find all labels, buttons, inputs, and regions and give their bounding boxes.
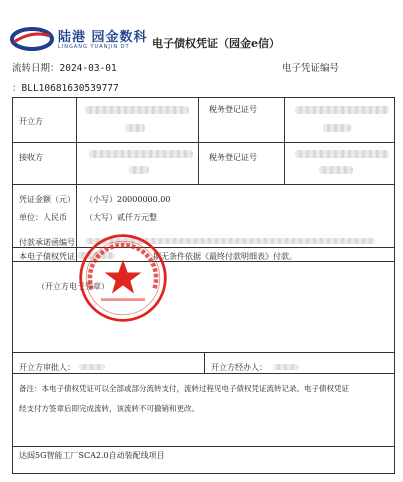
remark-line-1: 备注：本电子债权凭证可以全部或部分流转支付，流转过程见电子债权凭证流转记录。电子债权凭证: [19, 384, 349, 393]
logo-subtext: LINGANG YUANJIN DT: [58, 44, 130, 50]
tax-reg-redacted-1: [295, 106, 389, 114]
receiver-name-redacted: [129, 166, 149, 174]
company-seal: [77, 232, 169, 324]
amount-big: （大写）贰仟万元整: [85, 213, 157, 222]
approver-redacted: [79, 364, 105, 370]
tax-reg-redacted-1: [323, 124, 351, 132]
issuer-handler-label: 开立方经办人：: [211, 363, 267, 372]
issuer-approver-label: 开立方审批人：: [19, 363, 75, 372]
receiver-label: 接收方: [19, 153, 43, 162]
row-divider: [13, 184, 394, 185]
tax-reg-redacted-2: [319, 166, 353, 174]
tax-reg-label-2: 税务登记证号: [209, 153, 257, 162]
col-divider: [198, 98, 199, 184]
company-logo: [10, 26, 54, 52]
amount-small: （小写）20000000.00: [85, 195, 171, 204]
flow-date: 流转日期：2024-03-01: [12, 63, 117, 74]
row-divider: [13, 446, 394, 447]
document-title: 电子债权凭证（园金e信）: [152, 37, 280, 50]
project-name: 达闼5G智能工厂SCA2.0自动装配线项目: [19, 451, 165, 460]
promise-text: 本电子债权凭证: [19, 252, 75, 261]
row-divider: [13, 142, 394, 143]
handler-redacted: [273, 364, 299, 370]
col-divider: [284, 98, 285, 184]
voucher-number: ：BLL10681630539777: [12, 83, 119, 94]
col-divider: [76, 98, 77, 184]
issuer-name-redacted: [85, 106, 189, 114]
issuer-label: 开立方: [19, 117, 43, 126]
tax-reg-redacted-2: [295, 150, 389, 158]
voucher-table: [12, 97, 395, 474]
receiver-name-redacted: [89, 150, 193, 158]
voucher-number-label: 电子凭证编号: [282, 63, 340, 74]
remark-line-2: 经支付方签章后即完成流转，该流转不可撤销和更改。: [19, 404, 199, 413]
tax-reg-label-1: 税务登记证号: [209, 105, 257, 114]
issuer-name-redacted: [125, 124, 145, 132]
payment-promise-no-label: 付款承诺函编号: [19, 238, 75, 247]
row-divider: [13, 373, 394, 374]
promise-text-tail: 期无条件依据《最终付款明细表》付款。: [153, 252, 297, 261]
logo-text: 陆港 园金数科: [58, 30, 148, 45]
amount-label: 凭证金额（元）: [19, 195, 75, 204]
col-divider: [204, 352, 205, 373]
unit-label: 单位：人民币: [19, 213, 67, 222]
issuer-seal-label: （开立方电子签章）: [37, 282, 109, 291]
